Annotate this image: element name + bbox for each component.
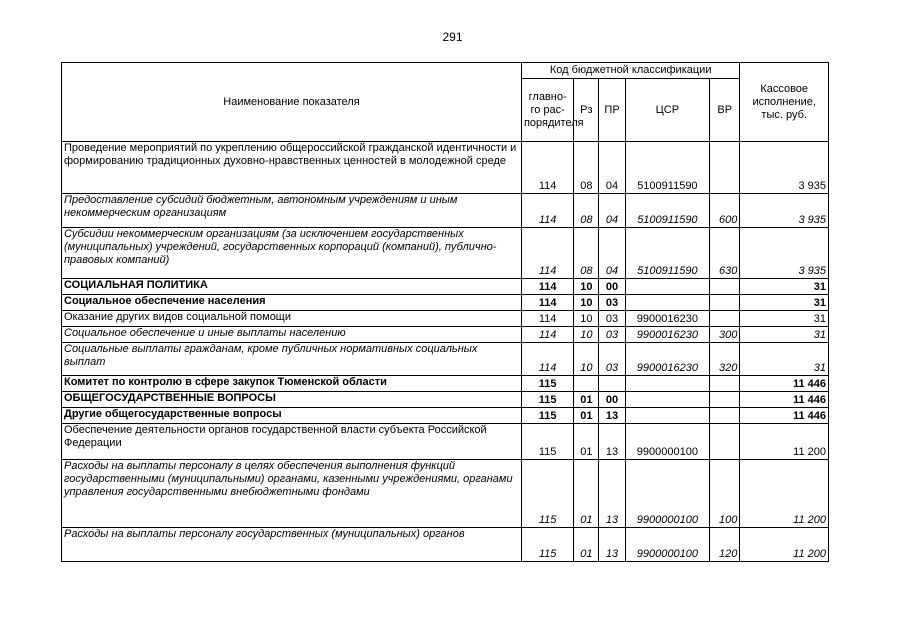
row-vr: 320 bbox=[710, 343, 740, 376]
row-glav: 114 bbox=[521, 228, 573, 279]
row-csr bbox=[625, 408, 710, 424]
row-csr: 5100911590 bbox=[625, 228, 710, 279]
table-row bbox=[62, 194, 829, 228]
row-vr: 600 bbox=[710, 194, 740, 228]
row-csr bbox=[625, 392, 710, 408]
row-glav: 115 bbox=[521, 392, 573, 408]
row-csr: 9900000100 bbox=[625, 460, 710, 528]
row-csr: 9900016230 bbox=[625, 311, 710, 327]
table-row bbox=[62, 228, 829, 279]
row-vr: 300 bbox=[710, 327, 740, 343]
row-vr bbox=[710, 295, 740, 311]
row-csr: 9900016230 bbox=[625, 327, 710, 343]
row-name: Социальное обеспечение и иные выплаты населению bbox=[62, 327, 522, 343]
table-row bbox=[62, 392, 829, 408]
row-glav: 114 bbox=[521, 194, 573, 228]
row-vr: 630 bbox=[710, 228, 740, 279]
row-pr: 04 bbox=[599, 142, 625, 194]
row-pr: 13 bbox=[599, 460, 625, 528]
row-name: Социальное обеспечение населения bbox=[62, 295, 522, 311]
table-row bbox=[62, 408, 829, 424]
row-amount: 3 935 bbox=[740, 194, 829, 228]
row-amount: 11 446 bbox=[740, 408, 829, 424]
row-amount: 31 bbox=[740, 343, 829, 376]
table-row bbox=[62, 327, 829, 343]
row-name: Обеспечение деятельности органов государственной власти субъекта Российской Федерации bbox=[62, 424, 522, 460]
row-csr bbox=[625, 295, 710, 311]
row-pr: 13 bbox=[599, 408, 625, 424]
header-amount: Кассовое исполнение, тыс. руб. bbox=[740, 63, 829, 142]
row-rz: 01 bbox=[574, 408, 599, 424]
row-glav: 115 bbox=[521, 408, 573, 424]
row-vr: 100 bbox=[710, 460, 740, 528]
row-name: ОБЩЕГОСУДАРСТВЕННЫЕ ВОПРОСЫ bbox=[62, 392, 522, 408]
row-name: Предоставление субсидий бюджетным, автономным учреждениям и иным некоммерческим организациям bbox=[62, 194, 522, 228]
row-rz: 08 bbox=[574, 228, 599, 279]
table-row bbox=[62, 376, 829, 392]
row-amount: 11 200 bbox=[740, 460, 829, 528]
row-amount: 31 bbox=[740, 295, 829, 311]
row-csr bbox=[625, 279, 710, 295]
row-rz: 01 bbox=[574, 460, 599, 528]
table-row bbox=[62, 528, 829, 562]
row-pr: 03 bbox=[599, 327, 625, 343]
row-vr bbox=[710, 392, 740, 408]
row-vr bbox=[710, 376, 740, 392]
row-glav: 114 bbox=[521, 295, 573, 311]
budget-table bbox=[61, 62, 829, 562]
row-glav: 115 bbox=[521, 528, 573, 562]
row-name: Субсидии некоммерческим организациям (за исключением государственных (муниципальных) учреждений, государственных корпораций (компаний), публично-правовых компаний) bbox=[62, 228, 522, 279]
header-glav: главно-го рас-порядителя bbox=[521, 79, 573, 142]
row-rz: 10 bbox=[574, 311, 599, 327]
row-csr: 5100911590 bbox=[625, 142, 710, 194]
header-name: Наименование показателя bbox=[62, 63, 522, 142]
row-pr: 13 bbox=[599, 528, 625, 562]
row-pr: 04 bbox=[599, 228, 625, 279]
row-glav: 115 bbox=[521, 460, 573, 528]
header-csr: ЦСР bbox=[625, 79, 710, 142]
row-pr: 13 bbox=[599, 424, 625, 460]
row-amount: 11 200 bbox=[740, 528, 829, 562]
row-glav: 114 bbox=[521, 327, 573, 343]
table-row bbox=[62, 279, 829, 295]
row-glav: 114 bbox=[521, 142, 573, 194]
row-pr: 03 bbox=[599, 343, 625, 376]
row-name: Проведение мероприятий по укреплению общероссийской гражданской идентичности и формированию традиционных духовно-нравственных ценностей в молодежной среде bbox=[62, 142, 522, 194]
table-row bbox=[62, 424, 829, 460]
row-rz: 10 bbox=[574, 343, 599, 376]
row-vr bbox=[710, 408, 740, 424]
row-rz: 01 bbox=[574, 424, 599, 460]
row-name: Расходы на выплаты персоналу в целях обеспечения выполнения функций государственными (муниципальными) органами, казенными учреждениями, органами управления государственными внебюджетными фондами bbox=[62, 460, 522, 528]
row-amount: 31 bbox=[740, 311, 829, 327]
row-rz: 10 bbox=[574, 327, 599, 343]
row-amount: 3 935 bbox=[740, 228, 829, 279]
row-rz: 01 bbox=[574, 528, 599, 562]
row-rz: 08 bbox=[574, 194, 599, 228]
row-pr: 03 bbox=[599, 295, 625, 311]
header-vr: ВР bbox=[710, 79, 740, 142]
row-vr bbox=[710, 311, 740, 327]
row-amount: 3 935 bbox=[740, 142, 829, 194]
table-row bbox=[62, 295, 829, 311]
row-csr: 5100911590 bbox=[625, 194, 710, 228]
row-name: Социальные выплаты гражданам, кроме публичных нормативных социальных выплат bbox=[62, 343, 522, 376]
row-glav: 114 bbox=[521, 311, 573, 327]
table-row bbox=[62, 142, 829, 194]
row-vr bbox=[710, 279, 740, 295]
row-amount: 31 bbox=[740, 279, 829, 295]
row-csr: 9900000100 bbox=[625, 528, 710, 562]
header-classification-group: Код бюджетной классификации bbox=[521, 63, 739, 79]
row-name: Другие общегосударственные вопросы bbox=[62, 408, 522, 424]
row-rz: 01 bbox=[574, 392, 599, 408]
row-csr bbox=[625, 376, 710, 392]
row-rz bbox=[574, 376, 599, 392]
row-amount: 11 446 bbox=[740, 392, 829, 408]
row-name: Комитет по контролю в сфере закупок Тюменской области bbox=[62, 376, 522, 392]
row-name: Оказание других видов социальной помощи bbox=[62, 311, 522, 327]
row-amount: 31 bbox=[740, 327, 829, 343]
row-pr: 04 bbox=[599, 194, 625, 228]
header-rz: Рз bbox=[574, 79, 599, 142]
row-glav: 114 bbox=[521, 343, 573, 376]
row-glav: 115 bbox=[521, 376, 573, 392]
table-row bbox=[62, 311, 829, 327]
row-pr: 03 bbox=[599, 311, 625, 327]
row-glav: 115 bbox=[521, 424, 573, 460]
table-row bbox=[62, 460, 829, 528]
row-rz: 08 bbox=[574, 142, 599, 194]
row-pr bbox=[599, 376, 625, 392]
row-pr: 00 bbox=[599, 279, 625, 295]
row-amount: 11 446 bbox=[740, 376, 829, 392]
page-number: 291 bbox=[442, 30, 463, 44]
row-vr: 120 bbox=[710, 528, 740, 562]
row-glav: 114 bbox=[521, 279, 573, 295]
row-pr: 00 bbox=[599, 392, 625, 408]
row-name: СОЦИАЛЬНАЯ ПОЛИТИКА bbox=[62, 279, 522, 295]
row-name: Расходы на выплаты персоналу государственных (муниципальных) органов bbox=[62, 528, 522, 562]
row-csr: 9900016230 bbox=[625, 343, 710, 376]
row-rz: 10 bbox=[574, 295, 599, 311]
row-vr bbox=[710, 142, 740, 194]
row-rz: 10 bbox=[574, 279, 599, 295]
table-row bbox=[62, 343, 829, 376]
row-amount: 11 200 bbox=[740, 424, 829, 460]
row-csr: 9900000100 bbox=[625, 424, 710, 460]
header-pr: ПР bbox=[599, 79, 625, 142]
row-vr bbox=[710, 424, 740, 460]
